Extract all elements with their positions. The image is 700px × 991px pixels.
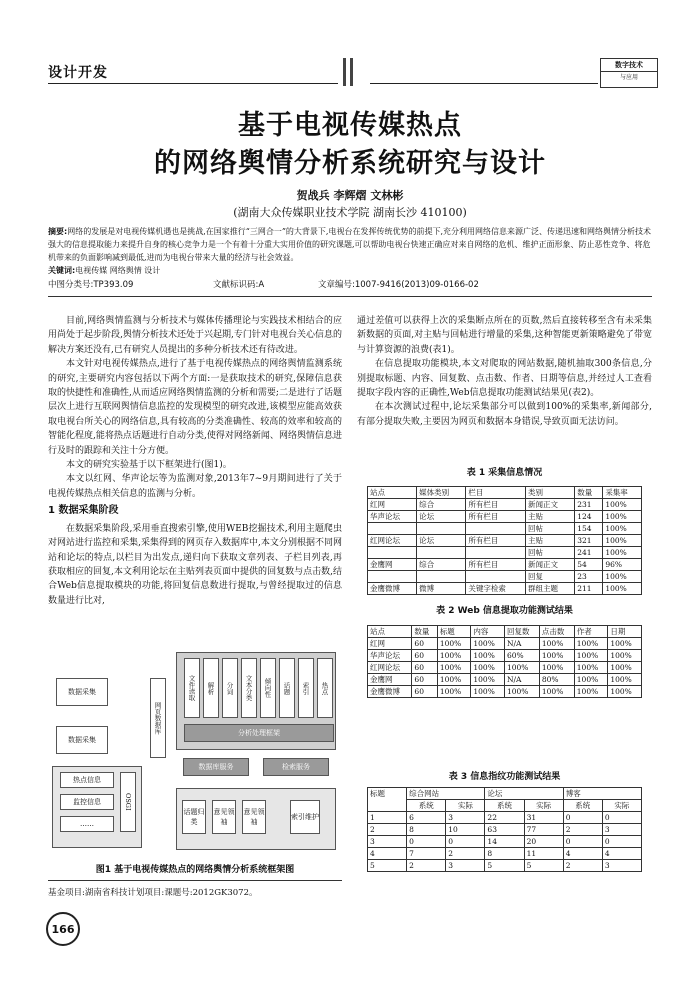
table-cell: 241	[575, 547, 603, 559]
figure-1	[48, 648, 342, 858]
table-cell: 60	[412, 650, 437, 662]
table-cell: 100%	[437, 638, 471, 650]
table-cell: 100%	[603, 535, 642, 547]
table-cell: 3	[368, 836, 407, 848]
table-row	[368, 650, 642, 662]
page-number: 166	[46, 912, 80, 946]
table-cell: 100%	[437, 650, 471, 662]
table-header-cell: 论坛	[485, 788, 563, 800]
table-cell: 211	[575, 583, 603, 595]
table-header-cell: 实际	[446, 800, 485, 812]
table-cell: 100%	[574, 638, 608, 650]
table-cell: 关键字检索	[466, 583, 526, 595]
header-rule-left	[48, 83, 338, 84]
table-cell: 100%	[471, 662, 505, 674]
table-cell: 100%	[539, 638, 574, 650]
figure-caption: 图1 基于电视传媒热点的网络舆情分析系统框架图	[95, 865, 295, 875]
table-cell: 100%	[471, 650, 505, 662]
table-cell: 0	[602, 812, 641, 824]
table-cell: 所有栏目	[466, 499, 526, 511]
table-header-row	[368, 788, 642, 800]
fig-module: 话题	[279, 658, 295, 718]
table-row	[368, 848, 642, 860]
table-row	[368, 535, 642, 547]
table-header-cell: 栏目	[466, 487, 526, 499]
table-cell: 14	[485, 836, 524, 848]
table-cell: 新闻正文	[526, 499, 575, 511]
table-cell: 60%	[504, 650, 539, 662]
keywords-label: 关键词:	[48, 266, 76, 275]
table-cell: 100%	[471, 674, 505, 686]
table-cell: 论坛	[417, 511, 466, 523]
table-cell: 4	[602, 848, 641, 860]
table-cell: 华声论坛	[368, 650, 412, 662]
table-cell: 金鹰微博	[368, 583, 417, 595]
table-cell: 0	[446, 836, 485, 848]
table-cell: 回帖	[526, 547, 575, 559]
fund-note: 基金项目:湖南省科技计划项目:课题号:2012GK3072。	[48, 888, 258, 898]
table-cell: 新闻正文	[526, 559, 575, 571]
table-cell: 100%	[608, 686, 642, 698]
table-cell: 5	[524, 860, 563, 872]
table1-caption: 表 1 采集信息情况	[466, 468, 543, 478]
table-cell: 100%	[471, 638, 505, 650]
table-cell: 论坛	[417, 535, 466, 547]
table-row	[368, 547, 642, 559]
header-divider-bars	[343, 58, 365, 86]
table-cell: 54	[575, 559, 603, 571]
table-cell: 华声论坛	[368, 511, 417, 523]
table-header-cell: 数量	[575, 487, 603, 499]
fig-app-topic: 话题归类	[182, 800, 206, 834]
table-cell: 综合	[417, 499, 466, 511]
fig-module: 文件读取	[184, 658, 200, 718]
table-cell: 金鹰网	[368, 559, 417, 571]
table-cell: 金鹰微博	[368, 686, 412, 698]
table-cell: 3	[446, 860, 485, 872]
table-cell: 主贴	[526, 511, 575, 523]
fig-more: ……	[60, 816, 114, 832]
fig-module: 索引	[298, 658, 314, 718]
table-header-cell: 实际	[602, 800, 641, 812]
fig-app-opinion-2: 意见领袖	[242, 800, 266, 834]
table-cell	[417, 571, 466, 583]
paragraph: 本文的研究实验基于以下框架进行(图1)。	[66, 460, 232, 471]
table-header-cell: 类别	[526, 487, 575, 499]
table-cell: 1	[368, 812, 407, 824]
table-cell: 100%	[504, 662, 539, 674]
fig-db-service: 数据库服务	[183, 758, 249, 776]
left-column	[48, 314, 342, 608]
keywords: 电视传媒 网络舆情 设计	[75, 266, 161, 275]
table-cell: 100%	[539, 686, 574, 698]
table-cell: 11	[524, 848, 563, 860]
table-cell: 100%	[608, 674, 642, 686]
table3-caption: 表 3 信息指纹功能测试结果	[448, 772, 561, 782]
table2-caption: 表 2 Web 信息提取功能测试结果	[436, 606, 573, 616]
table-header-cell: 媒体类别	[417, 487, 466, 499]
table3	[367, 787, 642, 872]
table-header-cell: 数量	[412, 626, 437, 638]
table-cell: 回帖	[526, 523, 575, 535]
table-cell	[466, 523, 526, 535]
table-cell: 31	[524, 812, 563, 824]
table-cell: 8	[407, 824, 446, 836]
table-cell: 100%	[574, 686, 608, 698]
table-cell: 60	[412, 686, 437, 698]
fig-module: 倾向性	[260, 658, 276, 718]
table-cell: 60	[412, 674, 437, 686]
fig-hot-info: 热点信息	[60, 772, 114, 788]
table-row	[368, 511, 642, 523]
table-cell: 22	[485, 812, 524, 824]
fig-search-service: 检索服务	[263, 758, 329, 776]
table-cell: 2	[563, 824, 602, 836]
fig-collect-box-1: 数据采集	[56, 678, 108, 706]
table-row	[368, 499, 642, 511]
paragraph: 本文以红网、华声论坛等为监测对象,2013年7~9月期间进行了关于电视传媒热点相关信息的监测与分析。	[48, 474, 342, 499]
journal-logo: 数字技术 与应用	[600, 58, 658, 88]
table-cell: 77	[524, 824, 563, 836]
paragraph: 在信息提取功能模块,本文对爬取的网站数据,随机抽取300条信息,分别提取标题、内容、回复数、点击数、作者、日期等信息,并经过人工查看提取字段内容的正确性,Web信息提取功能测试结果见(表2)。	[357, 359, 652, 399]
table-cell: 100%	[471, 686, 505, 698]
table-cell: 100%	[603, 511, 642, 523]
table-header-cell: 实际	[524, 800, 563, 812]
table-header-cell: 点击数	[539, 626, 574, 638]
table-cell: 回复	[526, 571, 575, 583]
table-row	[368, 824, 642, 836]
table-cell: 231	[575, 499, 603, 511]
table-cell: 3	[446, 812, 485, 824]
table-cell: 金鹰网	[368, 674, 412, 686]
table-cell	[466, 571, 526, 583]
table-cell: 微博	[417, 583, 466, 595]
table-cell: 群组主题	[526, 583, 575, 595]
table-cell: 100%	[437, 686, 471, 698]
table-row	[368, 836, 642, 848]
title-line-1: 基于电视传媒热点	[238, 110, 462, 141]
table-header-row	[368, 626, 642, 638]
table-cell: 321	[575, 535, 603, 547]
abstract-label: 摘要:	[48, 227, 68, 236]
footnote-rule	[48, 880, 342, 881]
table-cell: 154	[575, 523, 603, 535]
table-cell: 所有栏目	[466, 511, 526, 523]
table-cell: 100%	[574, 650, 608, 662]
table-cell: 80%	[539, 674, 574, 686]
table-cell: 100%	[504, 686, 539, 698]
fig-module: 解析	[203, 658, 219, 718]
table-header-cell: 回复数	[504, 626, 539, 638]
table-cell: 100%	[608, 638, 642, 650]
table-header-cell: 标题	[368, 788, 407, 812]
table-cell: 2	[563, 860, 602, 872]
table-cell: 100%	[608, 650, 642, 662]
table-row	[368, 860, 642, 872]
table-cell: 所有栏目	[466, 535, 526, 547]
fig-monitor-info: 监控信息	[60, 794, 114, 810]
table-cell: 6	[407, 812, 446, 824]
table-header-cell: 系统	[485, 800, 524, 812]
table-cell: 5	[368, 860, 407, 872]
table-cell: 124	[575, 511, 603, 523]
table-row	[368, 638, 642, 650]
table-row	[368, 523, 642, 535]
table-cell: 8	[485, 848, 524, 860]
abstract-text: 网络的发展是对电视传媒机遇也是挑战,在国家推行“三网合一”的大背景下,电视台在发挥传统优势的前提下,充分利用网络信息来源广泛、传递迅速和网络舆情分析技术强大的信息提取能力来提升自身的核心竞争力是一个有着十分重大实用价值的研究课题,可以帮助电视台快速正确应对来自网络的危机、维护正面形象、防止恶性竞争、将危机带来的负面影响减到最低,进而为电视台带来大量的经济与社会效益。	[48, 227, 652, 262]
table-row	[368, 812, 642, 824]
table-header-cell: 博客	[563, 788, 641, 800]
title-line-2: 的网络舆情分析系统研究与设计	[154, 148, 546, 179]
article-number: 文章编号:1007-9416(2013)09-0166-02	[318, 280, 479, 290]
table-cell	[417, 523, 466, 535]
table-header-cell: 站点	[368, 626, 412, 638]
table-cell: 主贴	[526, 535, 575, 547]
table-cell: 4	[368, 848, 407, 860]
table-cell: 红网	[368, 499, 417, 511]
fig-framework: 分析处理框架	[184, 724, 334, 742]
table-header-cell: 标题	[437, 626, 471, 638]
table-cell: 100%	[603, 583, 642, 595]
abstract	[48, 225, 652, 277]
table-cell: 100%	[603, 499, 642, 511]
right-column	[357, 314, 652, 429]
table-cell	[466, 547, 526, 559]
table-cell: 0	[407, 836, 446, 848]
table-row	[368, 571, 642, 583]
table-cell: 红网论坛	[368, 662, 412, 674]
table-cell: 63	[485, 824, 524, 836]
table-cell	[368, 523, 417, 535]
table-header-cell: 系统	[563, 800, 602, 812]
table-cell: 96%	[603, 559, 642, 571]
paragraph: 本文针对电视传媒热点,进行了基于电视传媒热点的网络舆情监测系统的研究,主要研究内容包括以下两个方面:一是获取技术的研究,保障信息获取的快捷性和准确性,从而适应网络舆情监测的分析和需要;二是进行了话题层次上进行互联网舆情信息监控的发现模型的研究改进,该模型应能高效获取电视台所关心的网络信息,具有较高的分类准确性、较高的效率和较高的智能化程度,能将热点话题进行自动分类,使得对网络新闻、网络舆情信息进行及时的跟踪和关注十分方便。	[48, 359, 342, 456]
doc-code: 文献标识码:A	[213, 280, 265, 290]
table-cell: 4	[563, 848, 602, 860]
table-cell: 100%	[603, 571, 642, 583]
table-header-row	[368, 487, 642, 499]
fig-collect-box-2: 数据采集	[56, 726, 108, 754]
section-label: 设计开发	[48, 65, 108, 81]
table-cell	[417, 547, 466, 559]
table-cell: 100%	[539, 650, 574, 662]
table-cell: N/A	[504, 674, 539, 686]
paragraph: 在本次测试过程中,论坛采集部分可以做到100%的采集率,新闻部分,有部分提取失败,主要因为网页和数据本身错误,导致页面无法访问。	[357, 402, 652, 427]
table-cell: 100%	[574, 674, 608, 686]
table-cell: 2	[407, 860, 446, 872]
table-cell: 20	[524, 836, 563, 848]
table-cell: 3	[602, 860, 641, 872]
table-cell: 7	[407, 848, 446, 860]
fig-page-db: 网页数据库	[150, 678, 166, 758]
table-cell: 100%	[539, 662, 574, 674]
paragraph: 通过差值可以获得上次的采集断点所在的页数,然后直接转移至含有未采集新数据的页面,对主贴与回帖进行增量的采集,这种智能更新策略避免了带宽与计算资源的浪费(表1)。	[357, 316, 652, 355]
table-subheader-row	[368, 800, 642, 812]
table1	[367, 486, 642, 595]
table-cell: 0	[602, 836, 641, 848]
table2	[367, 625, 642, 698]
table-cell: 60	[412, 638, 437, 650]
fig-app-index: 索引维护	[290, 800, 320, 834]
meta-rule	[48, 296, 652, 297]
fig-osgi: OSGI	[120, 772, 136, 832]
table-cell: 0	[563, 836, 602, 848]
table-cell: 红网	[368, 638, 412, 650]
header-rule-right	[370, 83, 598, 84]
table-cell: 100%	[608, 662, 642, 674]
table-header-cell: 作者	[574, 626, 608, 638]
table-header-cell: 系统	[407, 800, 446, 812]
table-row	[368, 662, 642, 674]
paragraph: 在数据采集阶段,采用垂直搜索引擎,使用WEB挖掘技术,利用主题爬虫对网站进行监控和采集,采集得到的网页存入数据库中,本文分别根据不同网站和论坛的特点,以栏目为出发点,递归向下获取文章列表、子栏目列表,再获取相应的回复,本文利用论坛在主贴列表页面中提供的回复数与点击数,结合Web信息提取模块的功能,将回复信息数进行提取,与曾经提取过的信息数量进行比对,	[48, 523, 342, 606]
fig-module: 热点	[317, 658, 333, 718]
table-cell: 3	[602, 824, 641, 836]
table-cell: 100%	[603, 523, 642, 535]
running-header	[0, 50, 700, 90]
table-cell: 100%	[437, 662, 471, 674]
table-cell: 综合	[417, 559, 466, 571]
table-header-cell: 内容	[471, 626, 505, 638]
paragraph: 目前,网络舆情监测与分析技术与媒体传播理论与实践技术相结合的应用尚处于起步阶段,舆情分析技术还处于兴起期,专门针对电视台关心信息的解决方案还没有,已有研究人员提出的多种分析技术还有待改进。	[48, 316, 342, 355]
clc-number: 中图分类号:TP393.09	[48, 280, 134, 290]
authors: 贺战兵 李辉熠 文林彬	[296, 189, 404, 202]
table-cell: 所有栏目	[466, 559, 526, 571]
table-cell: 2	[368, 824, 407, 836]
table-cell	[368, 571, 417, 583]
table-cell: 60	[412, 662, 437, 674]
table-row	[368, 674, 642, 686]
table-header-cell: 综合网站	[407, 788, 485, 800]
table-cell: 红网论坛	[368, 535, 417, 547]
table-header-cell: 日期	[608, 626, 642, 638]
table-cell: 5	[485, 860, 524, 872]
table-cell: 100%	[574, 662, 608, 674]
affiliation: (湖南大众传媒职业技术学院 湖南长沙 410100)	[233, 206, 467, 219]
table-cell: 10	[446, 824, 485, 836]
fig-module: 分词	[222, 658, 238, 718]
table-cell: 100%	[603, 547, 642, 559]
table-cell: 0	[563, 812, 602, 824]
table-header-cell: 站点	[368, 487, 417, 499]
table-row	[368, 559, 642, 571]
table-row	[368, 583, 642, 595]
table-cell	[368, 547, 417, 559]
table-cell: 100%	[437, 674, 471, 686]
fig-module: 文本分类	[241, 658, 257, 718]
fig-app-opinion: 意见领袖	[212, 800, 236, 834]
table-cell: 23	[575, 571, 603, 583]
table-cell: N/A	[504, 638, 539, 650]
table-header-cell: 采集率	[603, 487, 642, 499]
table-cell: 2	[446, 848, 485, 860]
section-heading: 1 数据采集阶段	[48, 505, 119, 517]
table-row	[368, 686, 642, 698]
